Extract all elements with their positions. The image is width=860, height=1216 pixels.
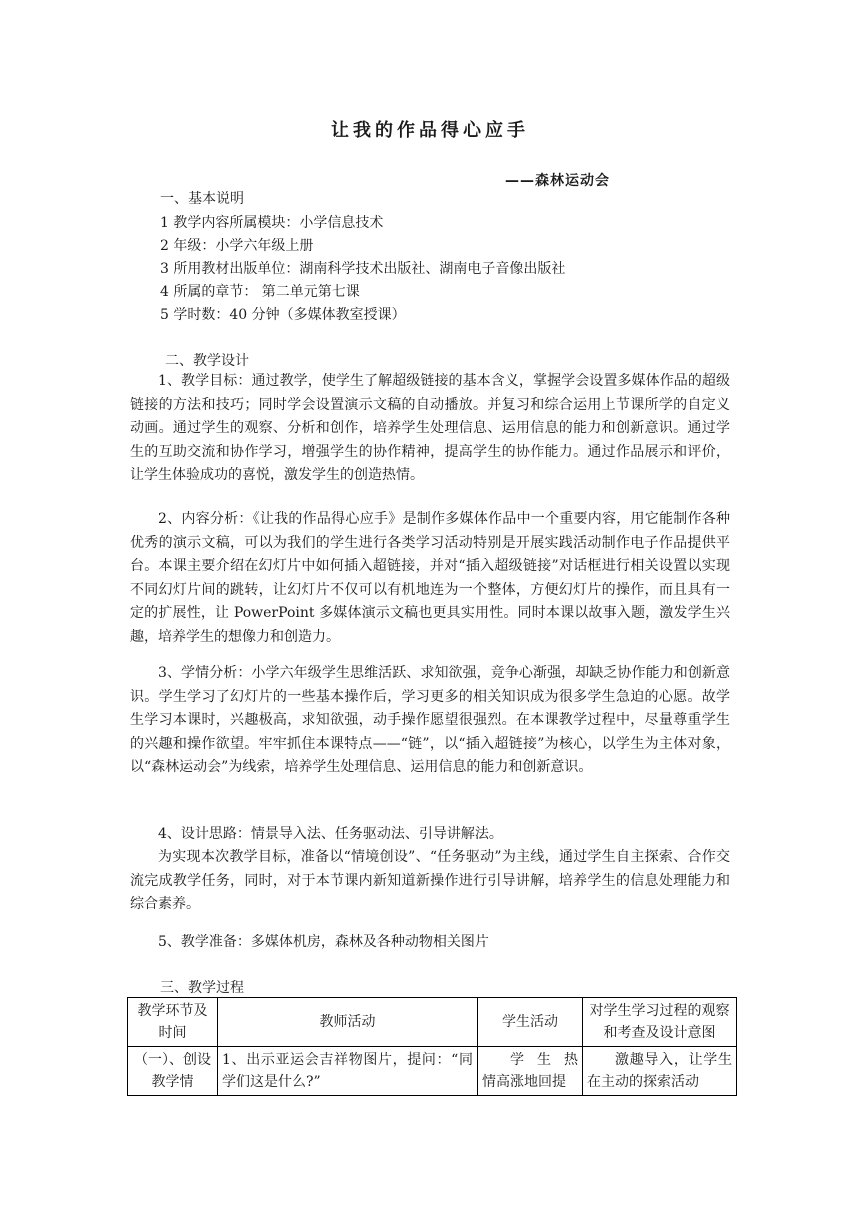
section-heading-design: 二、教学设计 [165, 353, 249, 369]
table-cell: 学 生 热 情高涨地回提 [478, 1047, 583, 1096]
paragraph-learner-analysis: 3、学情分析：小学六年级学生思维活跃、求知欲强，竞争心渐强，却缺乏协作能力和创新意识。学生学习了幻灯片的一些基本操作后，学习更多的相关知识成为很多学生急迫的心愿。故学生学习本课时，兴趣极高，求知欲强，动手操作愿望很强烈。在本课教学过程中，尽量尊重学生的兴趣和操作欲望。牢牢抓住本课特点——“链”，以“插入超链接”为核心，以学生为主体对象，以“森林运动会”为线索，培养学生处理信息、运用信息的能力和创新意识。 [130, 665, 730, 776]
table-cell: 1、出示亚运会吉祥物图片，提问：“同学们这是什么?” [218, 1047, 478, 1096]
basic-item: 1 教学内容所属模块：小学信息技术 [160, 215, 384, 231]
teaching-process-table [127, 997, 737, 1096]
document-subtitle: ——森林运动会 [505, 173, 610, 189]
basic-item: 4 所属的章节： 第二单元第七课 [160, 284, 360, 300]
table-row [128, 1047, 737, 1096]
table-header-cell: 学生活动 [478, 998, 583, 1047]
paragraph-design-detail: 为实现本次教学目标，准备以“情境创设”、“任务驱动”为主线，通过学生自主探索、合作交流完成教学任务，同时，对于本节课内新知道新操作进行引导讲解，培养学生的信息处理能力和综合素养。 [130, 849, 730, 913]
paragraph-preparation: 5、教学准备：多媒体机房，森林及各种动物相关图片 [158, 934, 489, 950]
section-heading-process: 三、教学过程 [160, 980, 244, 996]
table-header-cell: 教师活动 [218, 998, 478, 1047]
section-heading-basic: 一、基本说明 [160, 191, 244, 207]
table-cell: 激趣导入，让学生在主动的探索活动 [583, 1047, 737, 1096]
table-header-cell: 对学生学习过程的观察和考查及设计意图 [583, 998, 737, 1047]
paragraph-design-idea: 4、设计思路：情景导入法、任务驱动法、引导讲解法。 [158, 826, 503, 842]
table-header-cell: 教学环节及时间 [128, 998, 218, 1047]
paragraph-teaching-goals: 1、教学目标：通过教学，使学生了解超级链接的基本含义，掌握学会设置多媒体作品的超级链接的方法和技巧；同时学会设置演示文稿的自动播放。并复习和综合运用上节课所学的自定义动画。通过学生的观察、分析和创作，培养学生处理信息、运用信息的能力和创新意识。通过学生的互助交流和协作学习，增强学生的协作精神，提高学生的协作能力。通过作品展示和评价，让学生体验成功的喜悦，激发学生的创造热情。 [130, 373, 730, 484]
basic-item: 5 学时数：40 分钟（多媒体教室授课） [160, 307, 406, 323]
basic-item: 3 所用教材出版单位：湖南科学技术出版社、湖南电子音像出版社 [160, 261, 566, 277]
document-title: 让我的作品得心应手 [331, 120, 529, 141]
paragraph-content-analysis: 2、内容分析：《让我的作品得心应手》是制作多媒体作品中一个重要内容，用它能制作各种优秀的演示文稿，可以为我们的学生进行各类学习活动特别是开展实践活动制作电子作品提供平台。本课主要介绍在幻灯片中如何插入超链接，并对“插入超级链接”对话框进行相关设置以实现不同幻灯片间的跳转，让幻灯片不仅可以有机地连为一个整体，方便幻灯片的操作，而且具有一定的扩展性，让 PowerPoint 多媒体演示文稿也更具实用性。同时本课以故事入题，激发学生兴趣，培养学生的想像力和创造力。 [130, 511, 730, 645]
table-cell: （一）、创设教学情 [128, 1047, 218, 1096]
table-header-row [128, 998, 737, 1047]
basic-item: 2 年级：小学六年级上册 [160, 238, 314, 254]
